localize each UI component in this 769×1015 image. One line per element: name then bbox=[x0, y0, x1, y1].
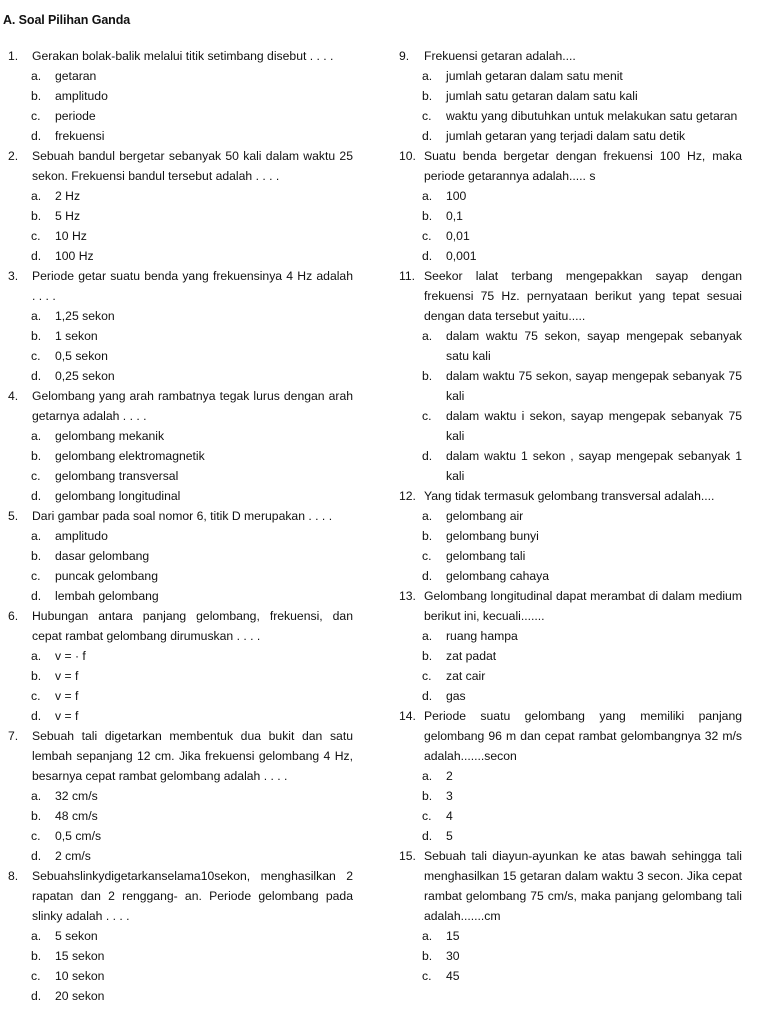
answer-option bbox=[399, 926, 742, 946]
option-letter: d. bbox=[31, 249, 42, 263]
option-text: 1,25 sekon bbox=[55, 309, 115, 323]
option-text: gelombang bunyi bbox=[446, 529, 539, 543]
option-text: 5 Hz bbox=[55, 209, 81, 223]
question-number: 6. bbox=[8, 609, 19, 623]
answer-options bbox=[8, 786, 353, 866]
answer-option bbox=[399, 666, 742, 686]
answer-option bbox=[399, 446, 742, 486]
question-number: 10. bbox=[399, 149, 416, 163]
answer-option bbox=[399, 946, 742, 966]
option-letter: c. bbox=[31, 829, 41, 843]
option-text: 5 sekon bbox=[55, 929, 98, 943]
option-letter: d. bbox=[422, 829, 433, 843]
option-text: v = f bbox=[55, 689, 79, 703]
question-stem bbox=[8, 606, 353, 646]
question-text: Yang tidak termasuk gelombang transversal adalah.... bbox=[424, 489, 715, 503]
answer-option bbox=[8, 246, 353, 266]
question-stem bbox=[8, 506, 353, 526]
option-letter: b. bbox=[31, 669, 42, 683]
answer-option bbox=[399, 506, 742, 526]
question-item bbox=[399, 586, 742, 706]
option-letter: a. bbox=[422, 509, 433, 523]
option-letter: d. bbox=[422, 449, 433, 463]
option-letter: b. bbox=[31, 209, 42, 223]
option-letter: d. bbox=[31, 989, 42, 1003]
option-text: getaran bbox=[55, 69, 97, 83]
option-text: 0,001 bbox=[446, 249, 477, 263]
question-text: Dari gambar pada soal nomor 6, titik D merupakan . . . . bbox=[32, 509, 333, 523]
question-item bbox=[399, 846, 742, 986]
answer-options bbox=[399, 926, 742, 986]
answer-option bbox=[8, 566, 353, 586]
answer-option bbox=[8, 686, 353, 706]
option-text: puncak gelombang bbox=[55, 569, 158, 583]
option-letter: b. bbox=[422, 369, 433, 383]
question-item bbox=[8, 146, 353, 266]
question-text: Sebuah tali digetarkan membentuk dua bukit dan satu lembah sepanjang 12 cm. Jika frekuensi gelombang 4 Hz, besarnya cepat rambat gelombang adalah . . . . bbox=[32, 729, 353, 783]
question-stem bbox=[8, 146, 353, 186]
option-letter: b. bbox=[422, 209, 433, 223]
option-text: 10 Hz bbox=[55, 229, 87, 243]
option-text: 10 sekon bbox=[55, 969, 105, 983]
answer-option bbox=[399, 186, 742, 206]
answer-option bbox=[399, 326, 742, 366]
question-stem bbox=[399, 706, 742, 766]
option-letter: a. bbox=[422, 769, 433, 783]
section-heading: A. Soal Pilihan Ganda bbox=[3, 13, 131, 27]
question-item bbox=[399, 486, 742, 586]
question-stem bbox=[399, 586, 742, 626]
answer-option bbox=[8, 966, 353, 986]
answer-options bbox=[399, 506, 742, 586]
option-text: 3 bbox=[446, 789, 453, 803]
answer-options bbox=[399, 186, 742, 266]
answer-option bbox=[399, 86, 742, 106]
option-text: gelombang cahaya bbox=[446, 569, 549, 583]
option-letter: a. bbox=[422, 929, 433, 943]
answer-option bbox=[8, 326, 353, 346]
question-item bbox=[8, 266, 353, 386]
option-text: gelombang tali bbox=[446, 549, 526, 563]
question-number: 8. bbox=[8, 869, 19, 883]
question-text: Sebuahslinkydigetarkanselama10sekon, menghasilkan 2 rapatan dan 2 renggang- an. Periode gelombang pada slinky adalah . . . . bbox=[32, 869, 353, 923]
option-letter: d. bbox=[31, 489, 42, 503]
question-item bbox=[8, 506, 353, 606]
option-letter: b. bbox=[31, 449, 42, 463]
question-stem bbox=[399, 846, 742, 926]
option-text: 0,25 sekon bbox=[55, 369, 115, 383]
option-text: jumlah getaran yang terjadi dalam satu detik bbox=[446, 129, 686, 143]
option-letter: b. bbox=[422, 789, 433, 803]
option-letter: c. bbox=[31, 109, 41, 123]
option-text: 1 sekon bbox=[55, 329, 98, 343]
option-text: gelombang mekanik bbox=[55, 429, 165, 443]
answer-option bbox=[399, 966, 742, 986]
question-number: 14. bbox=[399, 709, 416, 723]
option-letter: b. bbox=[31, 949, 42, 963]
answer-option bbox=[399, 406, 742, 446]
option-text: waktu yang dibutuhkan untuk melakukan satu getaran bbox=[446, 109, 738, 123]
question-number: 12. bbox=[399, 489, 416, 503]
question-stem bbox=[8, 726, 353, 786]
option-text: 15 sekon bbox=[55, 949, 105, 963]
question-item bbox=[8, 866, 353, 1006]
option-text: v = f bbox=[55, 669, 79, 683]
question-item bbox=[8, 46, 353, 146]
question-item bbox=[399, 46, 742, 146]
question-text: Frekuensi getaran adalah.... bbox=[424, 49, 576, 63]
answer-options bbox=[8, 926, 353, 1006]
question-item bbox=[399, 266, 742, 486]
option-letter: c. bbox=[422, 109, 432, 123]
option-text: frekuensi bbox=[55, 129, 105, 143]
option-letter: c. bbox=[422, 409, 432, 423]
option-text: lembah gelombang bbox=[55, 589, 159, 603]
answer-option bbox=[8, 546, 353, 566]
option-letter: a. bbox=[422, 189, 433, 203]
option-text: 2 cm/s bbox=[55, 849, 91, 863]
option-letter: d. bbox=[31, 849, 42, 863]
option-text: 4 bbox=[446, 809, 453, 823]
answer-option bbox=[8, 706, 353, 726]
answer-options bbox=[399, 626, 742, 706]
question-text: Seekor lalat terbang mengepakkan sayap dengan frekuensi 75 Hz. pernyataan berikut yang tepat sesuai dengan data tersebut yaitu..... bbox=[424, 269, 742, 323]
option-letter: b. bbox=[422, 949, 433, 963]
answer-option bbox=[399, 226, 742, 246]
option-letter: a. bbox=[422, 329, 433, 343]
answer-option bbox=[8, 586, 353, 606]
answer-option bbox=[8, 126, 353, 146]
option-text: jumlah getaran dalam satu menit bbox=[446, 69, 623, 83]
answer-option bbox=[8, 946, 353, 966]
answer-option bbox=[399, 806, 742, 826]
option-text: dalam waktu 75 sekon, sayap mengepak sebanyak satu kali bbox=[446, 329, 742, 363]
question-number: 11. bbox=[399, 269, 416, 283]
option-letter: a. bbox=[31, 69, 42, 83]
option-letter: c. bbox=[422, 969, 432, 983]
question-text: Periode suatu gelombang yang memiliki panjang gelombang 96 m dan cepat rambat gelombangnya 32 m/s adalah.......secon bbox=[424, 709, 742, 763]
question-number: 13. bbox=[399, 589, 416, 603]
option-text: 0,5 cm/s bbox=[55, 829, 102, 843]
option-text: ruang hampa bbox=[446, 629, 518, 643]
answer-option bbox=[8, 346, 353, 366]
question-text: Suatu benda bergetar dengan frekuensi 100 Hz, maka periode getarannya adalah..... s bbox=[424, 149, 742, 183]
answer-options bbox=[8, 526, 353, 606]
answer-option bbox=[8, 926, 353, 946]
option-letter: c. bbox=[422, 809, 432, 823]
question-stem bbox=[8, 386, 353, 426]
option-text: gas bbox=[446, 689, 466, 703]
question-text: Hubungan antara panjang gelombang, frekuensi, dan cepat rambat gelombang dirumuskan . . . . bbox=[32, 609, 353, 643]
option-letter: d. bbox=[422, 129, 433, 143]
answer-option bbox=[8, 486, 353, 506]
question-stem bbox=[399, 266, 742, 326]
answer-option bbox=[8, 186, 353, 206]
question-number: 9. bbox=[399, 49, 410, 63]
option-text: 2 Hz bbox=[55, 189, 81, 203]
answer-option bbox=[399, 246, 742, 266]
option-text: 48 cm/s bbox=[55, 809, 98, 823]
option-letter: a. bbox=[31, 429, 42, 443]
option-text: amplitudo bbox=[55, 529, 108, 543]
option-text: dasar gelombang bbox=[55, 549, 150, 563]
option-letter: b. bbox=[31, 549, 42, 563]
option-letter: b. bbox=[422, 89, 433, 103]
option-text: v = · f bbox=[55, 649, 86, 663]
answer-option bbox=[8, 366, 353, 386]
question-text: Sebuah tali diayun-ayunkan ke atas bawah sehingga tali menghasilkan 15 getaran dalam waktu 3 secon. Jika cepat rambat gelombang 75 cm/s, maka panjang gelombang tali adalah.......cm bbox=[424, 849, 742, 923]
question-text: Gelombang longitudinal dapat merambat di dalam medium berikut ini, kecuali....... bbox=[424, 589, 742, 623]
answer-option bbox=[399, 566, 742, 586]
option-letter: d. bbox=[31, 369, 42, 383]
answer-option bbox=[8, 646, 353, 666]
option-text: 45 bbox=[446, 969, 460, 983]
question-number: 5. bbox=[8, 509, 19, 523]
question-stem bbox=[8, 266, 353, 306]
option-text: zat padat bbox=[446, 649, 497, 663]
answer-options bbox=[8, 426, 353, 506]
answer-option bbox=[399, 526, 742, 546]
answer-option bbox=[8, 66, 353, 86]
answer-option bbox=[8, 986, 353, 1006]
option-text: amplitudo bbox=[55, 89, 108, 103]
answer-option bbox=[399, 686, 742, 706]
option-letter: a. bbox=[422, 69, 433, 83]
answer-option bbox=[399, 626, 742, 646]
answer-option bbox=[8, 466, 353, 486]
question-stem bbox=[399, 46, 742, 66]
answer-option bbox=[399, 786, 742, 806]
option-letter: c. bbox=[422, 229, 432, 243]
answer-options bbox=[8, 646, 353, 726]
option-letter: a. bbox=[422, 629, 433, 643]
answer-option bbox=[399, 646, 742, 666]
option-text: 30 bbox=[446, 949, 460, 963]
answer-option bbox=[399, 206, 742, 226]
answer-option bbox=[8, 86, 353, 106]
answer-option bbox=[399, 766, 742, 786]
answer-option bbox=[399, 826, 742, 846]
option-letter: c. bbox=[31, 469, 41, 483]
option-letter: a. bbox=[31, 649, 42, 663]
question-column-left bbox=[8, 46, 353, 1006]
option-text: gelombang elektromagnetik bbox=[55, 449, 205, 463]
question-number: 3. bbox=[8, 269, 19, 283]
question-item bbox=[399, 706, 742, 846]
option-letter: c. bbox=[31, 689, 41, 703]
option-letter: b. bbox=[31, 329, 42, 343]
option-letter: d. bbox=[31, 589, 42, 603]
option-letter: b. bbox=[422, 529, 433, 543]
question-number: 1. bbox=[8, 49, 19, 63]
option-text: 100 Hz bbox=[55, 249, 94, 263]
option-letter: c. bbox=[422, 549, 432, 563]
answer-option bbox=[8, 106, 353, 126]
option-text: 0,01 bbox=[446, 229, 470, 243]
option-letter: d. bbox=[422, 689, 433, 703]
option-letter: b. bbox=[31, 809, 42, 823]
answer-option bbox=[8, 426, 353, 446]
question-item bbox=[8, 726, 353, 866]
answer-option bbox=[399, 66, 742, 86]
option-letter: a. bbox=[31, 189, 42, 203]
answer-option bbox=[399, 366, 742, 406]
answer-option bbox=[8, 446, 353, 466]
option-text: jumlah satu getaran dalam satu kali bbox=[446, 89, 638, 103]
question-text: Sebuah bandul bergetar sebanyak 50 kali dalam waktu 25 sekon. Frekuensi bandul tersebut adalah . . . . bbox=[32, 149, 353, 183]
option-text: 5 bbox=[446, 829, 453, 843]
question-column-right bbox=[399, 46, 742, 986]
answer-option bbox=[8, 226, 353, 246]
answer-option bbox=[8, 786, 353, 806]
option-letter: c. bbox=[31, 969, 41, 983]
option-letter: d. bbox=[31, 129, 42, 143]
option-letter: a. bbox=[31, 929, 42, 943]
question-stem bbox=[399, 146, 742, 186]
option-text: v = f bbox=[55, 709, 79, 723]
option-text: 15 bbox=[446, 929, 460, 943]
answer-option bbox=[399, 126, 742, 146]
question-text: Gerakan bolak-balik melalui titik setimbang disebut . . . . bbox=[32, 49, 334, 63]
option-text: dalam waktu 1 sekon , sayap mengepak sebanyak 1 kali bbox=[446, 449, 742, 483]
question-number: 4. bbox=[8, 389, 19, 403]
option-letter: c. bbox=[31, 349, 41, 363]
option-text: 0,1 bbox=[446, 209, 463, 223]
question-text: Periode getar suatu benda yang frekuensinya 4 Hz adalah . . . . bbox=[32, 269, 353, 303]
option-text: zat cair bbox=[446, 669, 486, 683]
option-text: 100 bbox=[446, 189, 467, 203]
answer-option bbox=[8, 206, 353, 226]
question-number: 2. bbox=[8, 149, 19, 163]
option-letter: d. bbox=[31, 709, 42, 723]
answer-options bbox=[8, 186, 353, 266]
question-item bbox=[399, 146, 742, 266]
option-text: dalam waktu i sekon, sayap mengepak sebanyak 75 kali bbox=[446, 409, 742, 443]
option-text: 0,5 sekon bbox=[55, 349, 108, 363]
question-item bbox=[8, 386, 353, 506]
option-text: dalam waktu 75 sekon, sayap mengepak sebanyak 75 kali bbox=[446, 369, 742, 403]
option-letter: c. bbox=[31, 229, 41, 243]
answer-options bbox=[8, 66, 353, 146]
answer-option bbox=[399, 106, 742, 126]
answer-option bbox=[8, 846, 353, 866]
option-letter: d. bbox=[422, 569, 433, 583]
option-letter: c. bbox=[31, 569, 41, 583]
option-letter: a. bbox=[31, 789, 42, 803]
answer-option bbox=[8, 526, 353, 546]
option-letter: a. bbox=[31, 529, 42, 543]
answer-option bbox=[8, 666, 353, 686]
answer-options bbox=[399, 766, 742, 846]
answer-option bbox=[8, 826, 353, 846]
answer-option bbox=[8, 306, 353, 326]
option-text: gelombang transversal bbox=[55, 469, 179, 483]
option-text: periode bbox=[55, 109, 96, 123]
option-letter: a. bbox=[31, 309, 42, 323]
answer-options bbox=[399, 326, 742, 486]
question-text: Gelombang yang arah rambatnya tegak lurus dengan arah getarnya adalah . . . . bbox=[32, 389, 353, 423]
answer-option bbox=[399, 546, 742, 566]
option-text: gelombang longitudinal bbox=[55, 489, 181, 503]
answer-options bbox=[8, 306, 353, 386]
option-text: 2 bbox=[446, 769, 453, 783]
question-number: 15. bbox=[399, 849, 416, 863]
question-item bbox=[8, 606, 353, 726]
option-letter: d. bbox=[422, 249, 433, 263]
question-number: 7. bbox=[8, 729, 19, 743]
question-stem bbox=[8, 46, 353, 66]
option-letter: c. bbox=[422, 669, 432, 683]
answer-option bbox=[8, 806, 353, 826]
option-text: gelombang air bbox=[446, 509, 524, 523]
question-stem bbox=[399, 486, 742, 506]
option-letter: b. bbox=[422, 649, 433, 663]
option-letter: b. bbox=[31, 89, 42, 103]
option-text: 20 sekon bbox=[55, 989, 105, 1003]
question-stem bbox=[8, 866, 353, 926]
answer-options bbox=[399, 66, 742, 146]
option-text: 32 cm/s bbox=[55, 789, 98, 803]
